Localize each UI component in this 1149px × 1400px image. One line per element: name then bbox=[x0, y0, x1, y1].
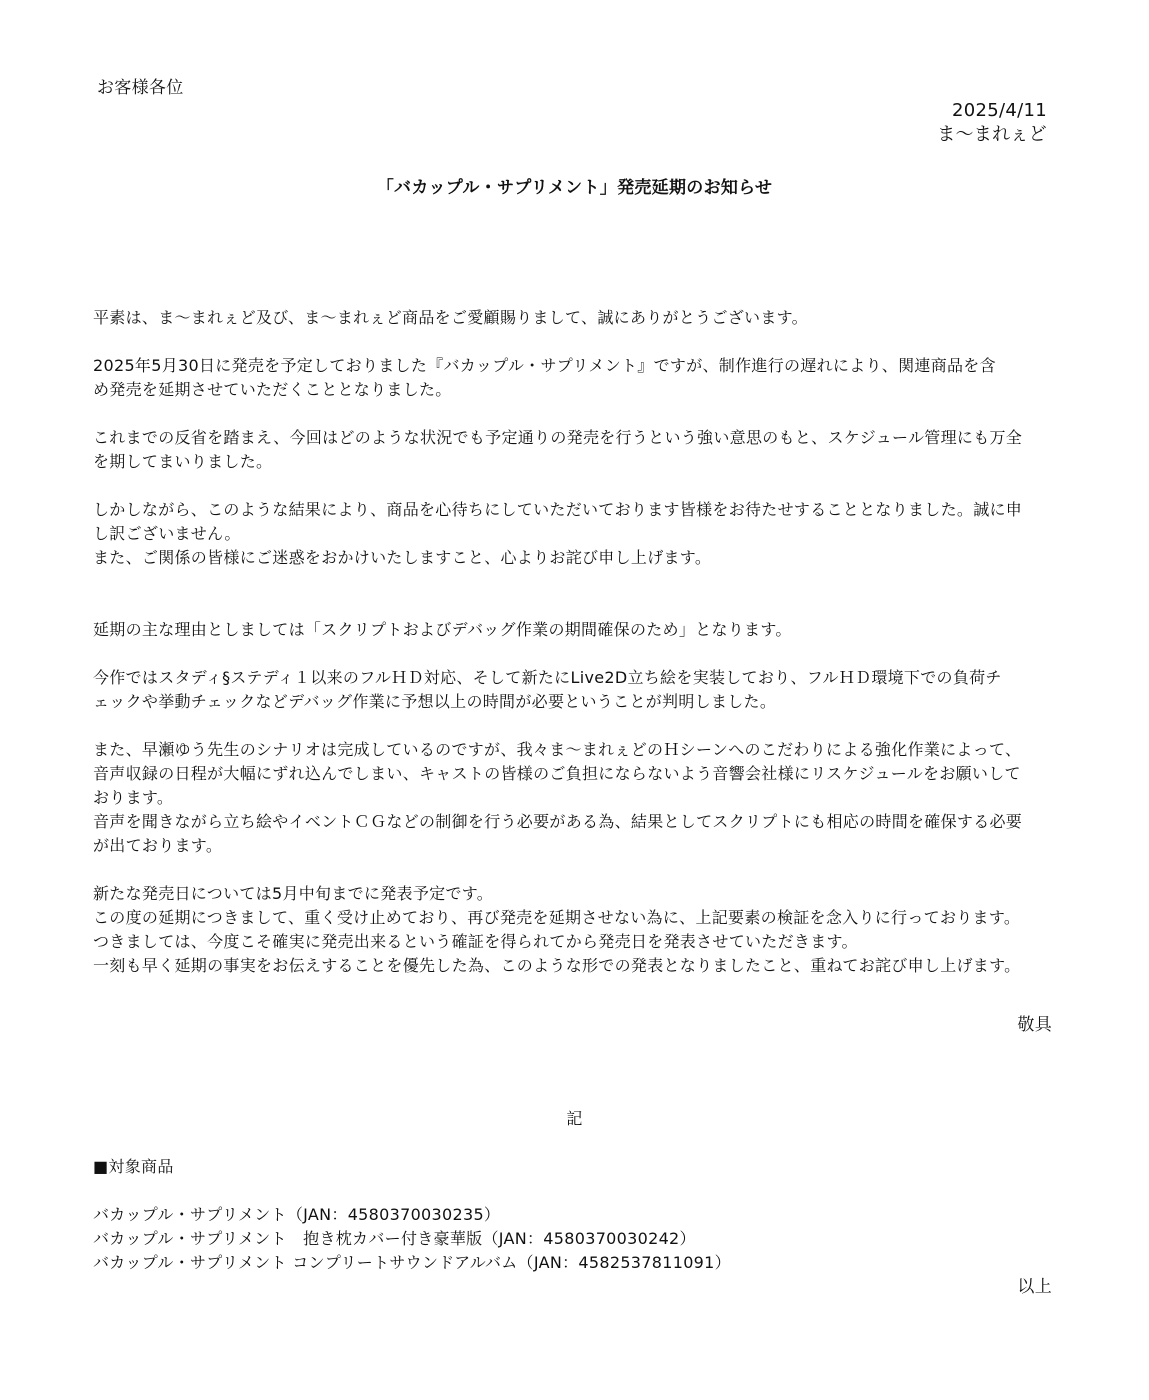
paragraph-line: め発売を延期させていただくこととなりました。 bbox=[93, 380, 452, 399]
paragraph-line: を期してまいりました。 bbox=[93, 452, 273, 471]
issue-date: 2025/4/11 bbox=[952, 100, 1047, 121]
product-item: バカップル・サプリメント コンプリートサウンドアルバム（JAN：4582537811091） bbox=[93, 1253, 731, 1272]
paragraph-line: ェックや挙動チェックなどデバッグ作業に予想以上の時間が必要ということが判明しました。 bbox=[93, 692, 777, 711]
paragraph-line: また、早瀬ゆう先生のシナリオは完成しているのですが、我々ま～まれぇどのＨシーンへのこだわりによる強化作業によって、 bbox=[93, 740, 1022, 759]
paragraph-line: し訳ございません。 bbox=[93, 524, 241, 543]
paragraph-line: 新たな発売日については5月中旬までに発表予定です。 bbox=[93, 884, 494, 903]
paragraph-line: 一刻も早く延期の事実をお伝えすることを優先した為、このような形での発表となりましたこと、重ねてお詫び申し上げます。 bbox=[93, 956, 1021, 975]
addressee: お客様各位 bbox=[97, 78, 184, 98]
paragraph-line: これまでの反省を踏まえ、今回はどのような状況でも予定通りの発売を行うという強い意思のもと、スケジュール管理にも万全 bbox=[93, 428, 1023, 447]
paragraph-line: また、ご関係の皆様にご迷惑をおかけいたしますこと、心よりお詫び申し上げます。 bbox=[93, 548, 712, 567]
paragraph-line: 音声収録の日程が大幅にずれ込んでしまい、キャストの皆様のご負担にならないよう音響会社様にリスケジュールをお願いして bbox=[93, 764, 1021, 783]
paragraph-line: おります。 bbox=[93, 788, 174, 807]
paragraph-line: が出ております。 bbox=[93, 836, 223, 855]
sender-name: ま～まれぇど bbox=[937, 124, 1047, 145]
closing-keigu: 敬具 bbox=[1017, 1015, 1052, 1035]
products-heading: ■対象商品 bbox=[93, 1157, 174, 1176]
end-marker: 以上 bbox=[1017, 1277, 1052, 1297]
paragraph-line: つきましては、今度こそ確実に発売出来るという確証を得られてから発売日を発表させていただきます。 bbox=[93, 932, 858, 951]
paragraph-line: 延期の主な理由としましては「スクリプトおよびデバッグ作業の期間確保のため」となります。 bbox=[93, 620, 792, 639]
paragraph-line: しかしながら、このような結果により、商品を心待ちにしていただいております皆様をお待たせすることとなりました。誠に申 bbox=[93, 500, 1023, 519]
paragraph-line: 2025年5月30日に発売を予定しておりました『バカップル・サプリメント』ですが、制作進行の遅れにより、関連商品を含 bbox=[93, 356, 996, 375]
paragraph-line: 今作ではスタディ§ステディ１以来のフルＨＤ対応、そして新たにLive2D立ち絵を実装しており、フルＨＤ環境下での負荷チ bbox=[93, 668, 1002, 687]
product-item: バカップル・サプリメント 抱き枕カバー付き豪華版（JAN：4580370030242） bbox=[93, 1229, 696, 1248]
ki-marker: 記 bbox=[566, 1109, 583, 1128]
product-item: バカップル・サプリメント（JAN：4580370030235） bbox=[93, 1205, 501, 1224]
paragraph-line: 平素は、ま～まれぇど及び、ま～まれぇど商品をご愛顧賜りまして、誠にありがとうございます。 bbox=[93, 308, 808, 327]
notice-title: 「バカップル・サプリメント」発売延期のお知らせ bbox=[376, 178, 773, 198]
paragraph-line: この度の延期につきまして、重く受け止めており、再び発売を延期させない為に、上記要素の検証を念入りに行っております。 bbox=[93, 908, 1021, 927]
paragraph-line: 音声を聞きながら立ち絵やイベントＣＧなどの制御を行う必要がある為、結果としてスクリプトにも相応の時間を確保する必要 bbox=[93, 812, 1023, 831]
